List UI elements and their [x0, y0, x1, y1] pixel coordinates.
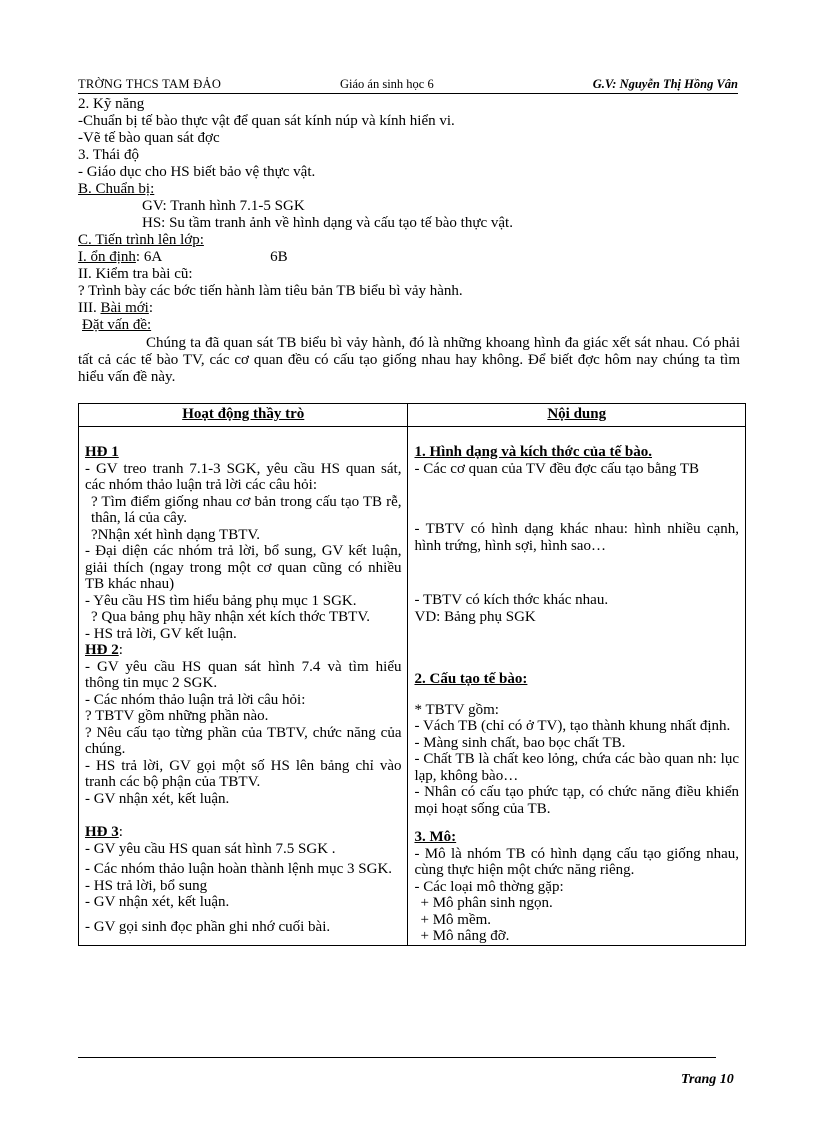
- prep-hs: HS: Su tầm tranh ảnh về hình dạng và cấu tạo tế bào thực vật.: [142, 215, 513, 231]
- activity-line: ? TBTV gồm những phần nào.: [85, 708, 269, 724]
- class-b: 6B: [270, 249, 288, 265]
- intro-title: Đặt vấn đề:: [82, 317, 152, 333]
- hd3-colon: :: [118, 824, 123, 840]
- content-line: VD: Bảng phụ SGK: [414, 608, 536, 625]
- hd2-title: HĐ 2: [85, 642, 119, 658]
- content-line: * TBTV gồm:: [414, 701, 499, 718]
- col-header-activities: Hoạt động thầy trò: [79, 404, 408, 427]
- activity-line: ? Qua bảng phụ hãy nhận xét kích thớc TBTV.: [91, 609, 370, 625]
- content-line: - Chất TB là chất keo lỏng, chứa các bào quan nh: lục lạp, không bào…: [414, 751, 739, 784]
- col-header-content: Nội dung: [408, 404, 746, 427]
- content-line: - TBTV có kích thớc khác nhau.: [414, 592, 609, 608]
- header-rule: [78, 93, 738, 94]
- hd2-colon: :: [118, 642, 123, 658]
- content-line: - Các loại mô thờng gặp:: [414, 878, 564, 895]
- content-line: - Nhân có cấu tạo phức tạp, có chức năng điều khiển mọi hoạt sống của TB.: [414, 784, 739, 817]
- activity-line: - HS trả lời, bổ sung: [85, 877, 208, 894]
- content-line: - Màng sinh chất, bao bọc chất TB.: [414, 734, 626, 751]
- stabilize-label: I. ổn định: [78, 249, 136, 265]
- activity-table: [78, 403, 746, 946]
- section-1-title: 1. Hình dạng và kích thớc của tế bào.: [414, 444, 652, 460]
- prep-gv: GV: Tranh hình 7.1-5 SGK: [142, 198, 305, 214]
- content-line: + Mô mềm.: [420, 911, 492, 928]
- activity-line: - HS trả lời, GV gọi một số HS lên bảng chỉ vào tranh các bộ phận của TBTV.: [85, 757, 402, 790]
- activity-line: - GV nhận xét, kết luận.: [85, 894, 230, 910]
- prep-title: B. Chuẩn bị:: [78, 181, 155, 197]
- page-header: [78, 77, 738, 93]
- activity-line: - Yêu cầu HS tìm hiểu bảng phụ mục 1 SGK.: [85, 592, 357, 609]
- lesson-body: [78, 96, 740, 386]
- review-question: ? Trình bày các bớc tiến hành làm tiêu bản TB biểu bì vảy hành.: [78, 283, 463, 299]
- content-line: - TBTV có hình dạng khác nhau: hình nhiều cạnh, hình trứng, hình sợi, hình sao…: [414, 521, 739, 554]
- skills-line: -Vẽ tế bào quan sát đợc: [78, 130, 220, 146]
- footer-rule: [78, 1057, 716, 1058]
- activity-line: - HS trả lời, GV kết luận.: [85, 625, 237, 642]
- hd1-title: HĐ 1: [85, 444, 119, 460]
- class-a: : 6A: [135, 249, 163, 265]
- new-suffix: :: [148, 300, 154, 316]
- procedure-title: C. Tiến trình lên lớp:: [78, 232, 204, 248]
- subject-title: Giáo án sinh học 6: [340, 77, 434, 91]
- hd3-title: HĐ 3: [85, 824, 119, 840]
- new-prefix: III.: [78, 300, 101, 316]
- content-line: + Mô phân sinh ngọn.: [420, 895, 553, 911]
- activity-line: - Các nhóm thảo luận hoàn thành lệnh mục 3 SGK.: [85, 861, 393, 877]
- section-2-title: 2. Cấu tạo tế bào:: [414, 671, 528, 687]
- attitude-title: 3. Thái độ: [78, 147, 139, 163]
- activity-line: - GV gọi sinh đọc phần ghi nhớ cuối bài.: [85, 918, 331, 935]
- attitude-line: - Giáo dục cho HS biết bảo vệ thực vật.: [78, 164, 316, 180]
- activity-line: ?Nhận xét hình dạng TBTV.: [91, 526, 261, 543]
- skills-line: -Chuẩn bị tế bào thực vật để quan sát kính núp và kính hiển vi.: [78, 113, 455, 129]
- section-3-title: 3. Mô:: [414, 829, 457, 845]
- activity-line: - GV nhận xét, kết luận.: [85, 790, 230, 807]
- intro-paragraph: Chúng ta đã quan sát TB biểu bì vảy hành, đó là những khoang hình đa giác xết sát nhau. Có phải tất cả các tế bào TV, các cơ quan đều có cấu tạo giống nhau hay không. Để biết đợc hôm nay chúng ta tìm hiểu vấn đề này.: [78, 335, 740, 385]
- new-lesson-title: Bài mới: [100, 300, 149, 316]
- content-line: + Mô nâng đỡ.: [420, 928, 510, 944]
- school-name: TRỜNG THCS TAM ĐẢO: [78, 77, 222, 91]
- activities-cell: [79, 427, 408, 946]
- activity-line: - Các nhóm thảo luận trả lời câu hỏi:: [85, 691, 306, 708]
- activity-line: - GV yêu cầu HS quan sát hình 7.5 SGK .: [85, 840, 336, 857]
- activity-line: - Đại diện các nhóm trả lời, bổ sung, GV kết luận, giải thích (ngay trong một cơ quan cũng có nhiều TB khác nhau): [85, 543, 402, 592]
- activity-line: ? Nêu cấu tạo từng phần của TBTV, chức năng của chúng.: [85, 724, 402, 757]
- author-name: G.V: Nguyễn Thị Hồng Vân: [592, 77, 738, 91]
- table-row: [79, 427, 746, 946]
- content-cell: [408, 427, 746, 946]
- content-line: - Vách TB (chỉ có ở TV), tạo thành khung nhất định.: [414, 718, 731, 734]
- activity-line: - GV yêu cầu HS quan sát hình 7.4 và tìm hiểu thông tin mục 2 SGK.: [85, 658, 402, 691]
- content-line: - Mô là nhóm TB có hình dạng cấu tạo giống nhau, cùng thực hiện một chức năng riêng.: [414, 845, 739, 878]
- content-line: - Các cơ quan của TV đều đợc cấu tạo bằng TB: [414, 460, 700, 477]
- activity-line: - GV treo tranh 7.1-3 SGK, yêu cầu HS quan sát, các nhóm thảo luận trả lời các câu hỏi:: [85, 460, 402, 493]
- activity-line: ? Tìm điểm giống nhau cơ bản trong cấu tạo TB rễ, thân, lá của cây.: [91, 493, 402, 526]
- skills-title: 2. Kỹ năng: [78, 96, 145, 112]
- page-number: Trang 10: [681, 1072, 734, 1087]
- stabilize-line: [78, 249, 740, 266]
- new-lesson-line: [78, 300, 740, 317]
- review-title: II. Kiểm tra bài cũ:: [78, 266, 193, 282]
- table-header-row: [79, 404, 746, 427]
